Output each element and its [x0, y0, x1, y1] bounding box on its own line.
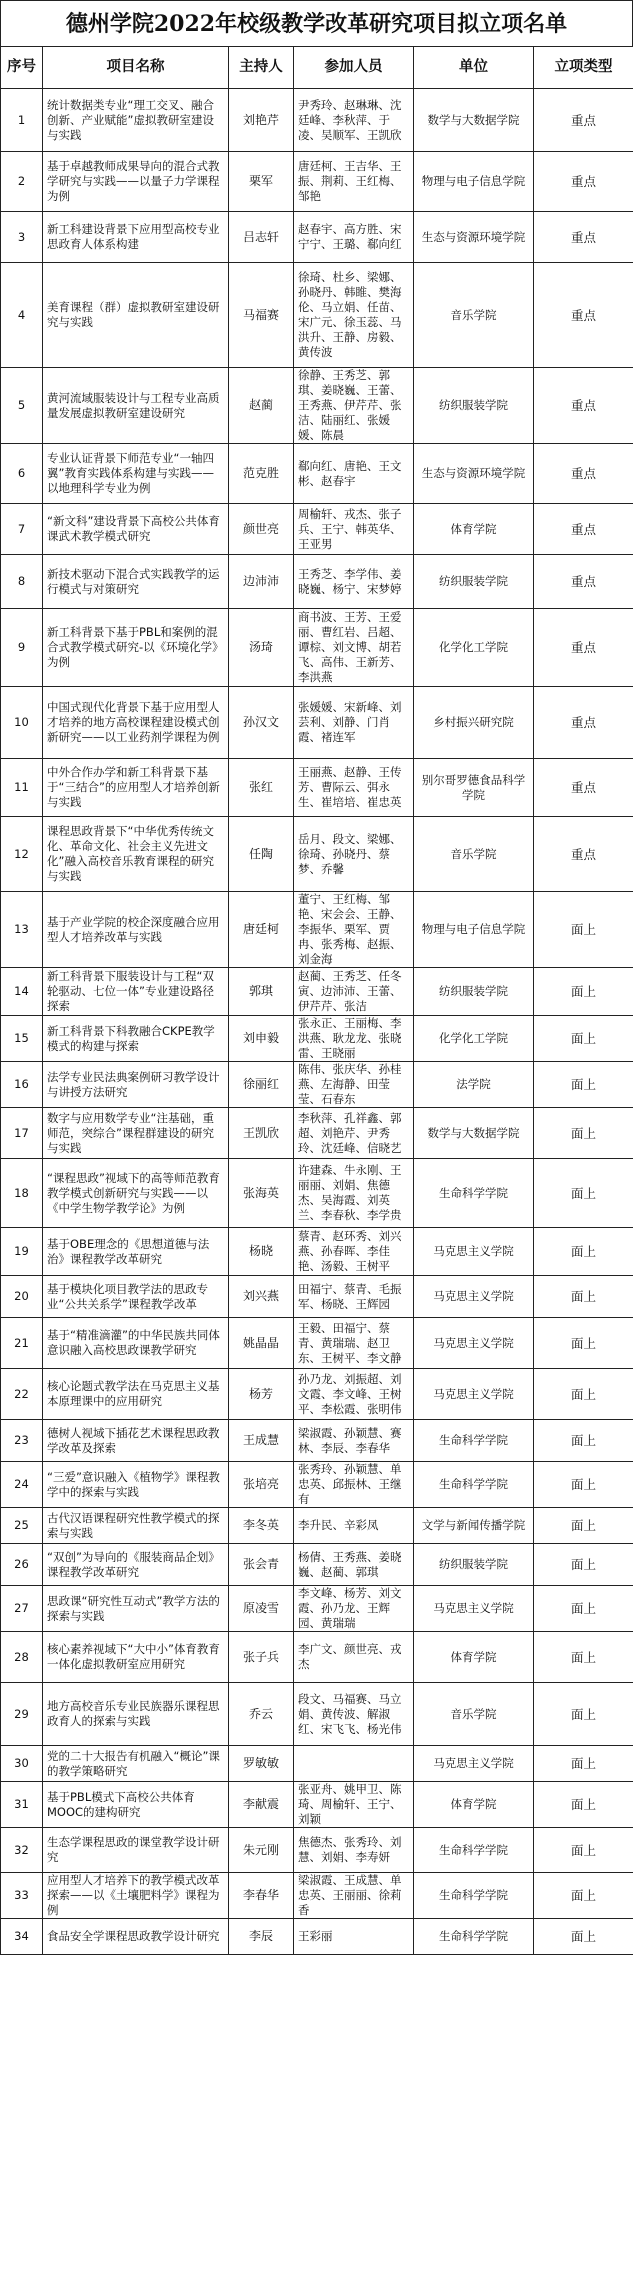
cell-unit: 体育学院	[414, 1782, 534, 1828]
cell-unit: 体育学院	[414, 1632, 534, 1683]
cell-project-name: 基于卓越教师成果导向的混合式教学研究与实践——以量子力学课程为例	[43, 152, 229, 212]
table-row	[1, 1586, 633, 1632]
cell-members: 赵春宇、高方胜、宋宁宁、王璐、郗向红	[294, 212, 414, 263]
cell-host: 刘艳芹	[229, 89, 294, 152]
cell-unit: 物理与电子信息学院	[414, 152, 534, 212]
cell-project-name: 新工科背景下基于PBL和案例的混合式教学模式研究-以《环境化学》为例	[43, 609, 229, 687]
cell-seq: 10	[1, 687, 43, 759]
cell-unit: 纺织服装学院	[414, 968, 534, 1016]
cell-type: 面上	[534, 1420, 633, 1462]
cell-type: 面上	[534, 1228, 633, 1276]
cell-host: 张会青	[229, 1544, 294, 1586]
cell-seq: 15	[1, 1016, 43, 1062]
table-row	[1, 687, 633, 759]
cell-seq: 19	[1, 1228, 43, 1276]
cell-project-name: 古代汉语课程研究性教学模式的探索与实践	[43, 1508, 229, 1544]
cell-project-name: 应用型人才培养下的教学模式改革探索——以《土壤肥料学》课程为例	[43, 1873, 229, 1919]
table-row	[1, 89, 633, 152]
cell-host: 王凯欣	[229, 1108, 294, 1159]
table-row	[1, 1062, 633, 1108]
cell-seq: 13	[1, 892, 43, 968]
cell-seq: 33	[1, 1873, 43, 1919]
cell-type: 面上	[534, 1919, 633, 1955]
cell-host: 原凌雪	[229, 1586, 294, 1632]
cell-project-name: 核心论题式教学法在马克思主义基本原理课中的应用研究	[43, 1369, 229, 1420]
cell-unit: 乡村振兴研究院	[414, 687, 534, 759]
cell-host: 张海英	[229, 1159, 294, 1228]
table-row	[1, 1632, 633, 1683]
cell-host: 李辰	[229, 1919, 294, 1955]
cell-project-name: 德树人视域下插花艺术课程思政教学改革及探索	[43, 1420, 229, 1462]
cell-type: 面上	[534, 1632, 633, 1683]
cell-seq: 24	[1, 1462, 43, 1508]
cell-type: 面上	[534, 1828, 633, 1873]
cell-project-name: 数字与应用数学专业“注基础，重师范，突综合”课程群建设的研究与实践	[43, 1108, 229, 1159]
cell-members: 陈伟、张庆华、孙桂燕、左海静、田莹莹、石春东	[294, 1062, 414, 1108]
cell-project-name: 新工科背景下科教融合CKPE教学模式的构建与探索	[43, 1016, 229, 1062]
cell-seq: 34	[1, 1919, 43, 1955]
table-row	[1, 504, 633, 555]
cell-type: 面上	[534, 1746, 633, 1782]
table-row	[1, 1544, 633, 1586]
cell-project-name: 中外合作办学和新工科背景下基于“三结合”的应用型人才培养创新与实践	[43, 759, 229, 817]
cell-host: 马福赛	[229, 263, 294, 368]
cell-project-name: 法学专业民法典案例研习教学设计与讲授方法研究	[43, 1062, 229, 1108]
cell-type: 面上	[534, 1782, 633, 1828]
cell-seq: 11	[1, 759, 43, 817]
cell-seq: 14	[1, 968, 43, 1016]
cell-project-name: 食品安全学课程思政教学设计研究	[43, 1919, 229, 1955]
cell-unit: 文学与新闻传播学院	[414, 1508, 534, 1544]
table-row	[1, 1420, 633, 1462]
cell-unit: 马克思主义学院	[414, 1369, 534, 1420]
cell-host: 罗敏敏	[229, 1746, 294, 1782]
cell-project-name: 课程思政背景下“中华优秀传统文化、革命文化、社会主义先进文化”融入高校音乐教育课程的研究与实践	[43, 817, 229, 892]
cell-members: 商书波、王芳、王爱丽、曹红岩、吕超、谭棕、刘文博、胡若飞、高伟、王新芳、李洪燕	[294, 609, 414, 687]
cell-type: 重点	[534, 555, 633, 609]
cell-unit: 马克思主义学院	[414, 1228, 534, 1276]
cell-project-name: “新文科”建设背景下高校公共体育课武术教学模式研究	[43, 504, 229, 555]
cell-project-name: 美育课程（群）虚拟教研室建设研究与实践	[43, 263, 229, 368]
cell-seq: 3	[1, 212, 43, 263]
header-unit: 单位	[414, 47, 534, 89]
cell-seq: 1	[1, 89, 43, 152]
cell-host: 刘兴燕	[229, 1276, 294, 1318]
table-row	[1, 1108, 633, 1159]
cell-host: 任陶	[229, 817, 294, 892]
cell-project-name: 基于产业学院的校企深度融合应用型人才培养改革与实践	[43, 892, 229, 968]
table-row	[1, 1462, 633, 1508]
cell-members: 岳月、段文、梁娜、徐琦、孙晓丹、蔡梦、乔馨	[294, 817, 414, 892]
cell-type: 重点	[534, 759, 633, 817]
table-row	[1, 609, 633, 687]
cell-project-name: 统计数据类专业“理工交叉、融合创新、产业赋能”虚拟教研室建设与实践	[43, 89, 229, 152]
cell-unit: 生命科学学院	[414, 1462, 534, 1508]
cell-unit: 马克思主义学院	[414, 1318, 534, 1369]
cell-host: 李献震	[229, 1782, 294, 1828]
cell-host: 姚晶晶	[229, 1318, 294, 1369]
cell-unit: 音乐学院	[414, 817, 534, 892]
cell-type: 重点	[534, 687, 633, 759]
cell-unit: 体育学院	[414, 504, 534, 555]
table-row	[1, 444, 633, 504]
cell-host: 张红	[229, 759, 294, 817]
cell-unit: 生命科学学院	[414, 1919, 534, 1955]
cell-type: 重点	[534, 817, 633, 892]
cell-host: 栗军	[229, 152, 294, 212]
cell-seq: 20	[1, 1276, 43, 1318]
cell-host: 张培亮	[229, 1462, 294, 1508]
cell-host: 孙汉文	[229, 687, 294, 759]
cell-unit: 马克思主义学院	[414, 1276, 534, 1318]
table-row	[1, 892, 633, 968]
cell-project-name: 地方高校音乐专业民族器乐课程思政育人的探索与实践	[43, 1683, 229, 1746]
cell-unit: 化学化工学院	[414, 1016, 534, 1062]
cell-members: 焦德杰、张秀玲、刘慧、刘娟、李寿妍	[294, 1828, 414, 1873]
cell-seq: 9	[1, 609, 43, 687]
table-row	[1, 759, 633, 817]
cell-host: 郭琪	[229, 968, 294, 1016]
cell-members: 李秋萍、孔祥鑫、郭超、刘艳芹、尹秀玲、沈廷峰、信晓艺	[294, 1108, 414, 1159]
cell-unit: 纺织服装学院	[414, 555, 534, 609]
cell-project-name: “双创”为导向的《服装商品企划》课程教学改革研究	[43, 1544, 229, 1586]
cell-project-name: 思政课“研究性互动式”教学方法的探索与实践	[43, 1586, 229, 1632]
cell-type: 面上	[534, 1873, 633, 1919]
cell-seq: 21	[1, 1318, 43, 1369]
cell-seq: 26	[1, 1544, 43, 1586]
table-row	[1, 263, 633, 368]
cell-members: 李升民、辛彩凤	[294, 1508, 414, 1544]
cell-members: 郗向红、唐艳、王文彬、赵春宇	[294, 444, 414, 504]
cell-unit: 数学与大数据学院	[414, 1108, 534, 1159]
cell-unit: 马克思主义学院	[414, 1586, 534, 1632]
cell-host: 边沛沛	[229, 555, 294, 609]
table-row	[1, 368, 633, 444]
header-members: 参加人员	[294, 47, 414, 89]
cell-host: 杨晓	[229, 1228, 294, 1276]
cell-members: 尹秀玲、赵琳琳、沈廷峰、李秋萍、于凌、吴顺军、王凯欣	[294, 89, 414, 152]
header-type: 立项类型	[534, 47, 633, 89]
cell-host: 乔云	[229, 1683, 294, 1746]
cell-host: 张子兵	[229, 1632, 294, 1683]
cell-unit: 音乐学院	[414, 263, 534, 368]
cell-unit: 生命科学学院	[414, 1873, 534, 1919]
table-row	[1, 1683, 633, 1746]
table-row	[1, 1159, 633, 1228]
cell-seq: 17	[1, 1108, 43, 1159]
cell-type: 面上	[534, 1016, 633, 1062]
cell-unit: 生态与资源环境学院	[414, 444, 534, 504]
table-row	[1, 212, 633, 263]
cell-project-name: 基于“精准滴灌”的中华民族共同体意识融入高校思政课教学研究	[43, 1318, 229, 1369]
cell-project-name: 基于OBE理念的《思想道德与法治》课程教学改革研究	[43, 1228, 229, 1276]
cell-members: 张秀玲、孙颖慧、单忠英、邱振林、王继有	[294, 1462, 414, 1508]
cell-members: 王毅、田福宁、蔡青、黄瑞瑞、赵卫东、王树平、李文静	[294, 1318, 414, 1369]
cell-host: 范克胜	[229, 444, 294, 504]
table-row	[1, 152, 633, 212]
cell-project-name: 基于PBL模式下高校公共体育MOOC的建构研究	[43, 1782, 229, 1828]
cell-members: 王秀芝、李学伟、姜晓巍、杨宁、宋梦婷	[294, 555, 414, 609]
cell-seq: 2	[1, 152, 43, 212]
cell-seq: 27	[1, 1586, 43, 1632]
table-row	[1, 1369, 633, 1420]
cell-members: 田福宁、蔡青、毛振军、杨晓、王辉园	[294, 1276, 414, 1318]
cell-project-name: 专业认证背景下师范专业“一轴四翼”教育实践体系构建与实践——以地理科学专业为例	[43, 444, 229, 504]
cell-members: 徐静、王秀芝、郭琪、姜晓巍、王蕾、王秀燕、伊芹芹、张洁、陆丽红、张媛媛、陈晨	[294, 368, 414, 444]
cell-members: 王丽燕、赵静、王传芳、曹际云、弭永生、崔培培、崔忠英	[294, 759, 414, 817]
cell-host: 李冬英	[229, 1508, 294, 1544]
cell-type: 面上	[534, 968, 633, 1016]
table-row	[1, 1276, 633, 1318]
cell-seq: 32	[1, 1828, 43, 1873]
cell-seq: 8	[1, 555, 43, 609]
cell-members: 周榆轩、戎杰、张子兵、王宁、韩英华、王亚男	[294, 504, 414, 555]
cell-host: 朱元刚	[229, 1828, 294, 1873]
cell-host: 杨芳	[229, 1369, 294, 1420]
cell-members: 董宁、王红梅、邹艳、宋会会、王静、李振华、栗军、贾冉、张秀梅、赵振、刘金海	[294, 892, 414, 968]
cell-type: 面上	[534, 1683, 633, 1746]
cell-host: 吕志轩	[229, 212, 294, 263]
cell-type: 重点	[534, 263, 633, 368]
cell-unit: 生命科学学院	[414, 1828, 534, 1873]
cell-seq: 6	[1, 444, 43, 504]
cell-type: 面上	[534, 1108, 633, 1159]
cell-members: 孙乃龙、刘振超、刘文霞、李文峰、王树平、李松霞、张明伟	[294, 1369, 414, 1420]
cell-seq: 28	[1, 1632, 43, 1683]
cell-members: 许建森、牛永刚、王丽丽、刘娟、焦德杰、吴海霞、刘英兰、李春秋、李学贵	[294, 1159, 414, 1228]
cell-seq: 7	[1, 504, 43, 555]
cell-seq: 4	[1, 263, 43, 368]
cell-members: 赵蔺、王秀芝、任冬寅、边沛沛、王蕾、伊芹芹、张洁	[294, 968, 414, 1016]
table-row	[1, 1228, 633, 1276]
table-row	[1, 968, 633, 1016]
cell-type: 面上	[534, 1318, 633, 1369]
cell-type: 重点	[534, 444, 633, 504]
table-row	[1, 1508, 633, 1544]
cell-members: 段文、马福赛、马立娟、黄传波、解淑红、宋飞飞、杨光伟	[294, 1683, 414, 1746]
cell-type: 重点	[534, 89, 633, 152]
cell-unit: 法学院	[414, 1062, 534, 1108]
cell-seq: 18	[1, 1159, 43, 1228]
cell-host: 颜世亮	[229, 504, 294, 555]
table-row	[1, 1828, 633, 1873]
cell-seq: 23	[1, 1420, 43, 1462]
cell-seq: 30	[1, 1746, 43, 1782]
cell-unit: 生命科学学院	[414, 1159, 534, 1228]
cell-project-name: 新工科建设背景下应用型高校专业思政育人体系构建	[43, 212, 229, 263]
header-host: 主持人	[229, 47, 294, 89]
table-row	[1, 1873, 633, 1919]
cell-members: 李文峰、杨芳、刘文霞、孙乃龙、王辉园、黄瑞瑞	[294, 1586, 414, 1632]
cell-project-name: 核心素养视域下“大中小”体育教育一体化虚拟教研室应用研究	[43, 1632, 229, 1683]
header-row	[1, 47, 633, 89]
cell-project-name: 党的二十大报告有机融入“概论”课的教学策略研究	[43, 1746, 229, 1782]
cell-unit: 马克思主义学院	[414, 1746, 534, 1782]
cell-unit: 化学化工学院	[414, 609, 534, 687]
cell-project-name: 中国式现代化背景下基于应用型人才培养的地方高校课程建设模式创新研究——以工业药剂学课程为例	[43, 687, 229, 759]
document-title: 德州学院2022年校级教学改革研究项目拟立项名单	[0, 0, 633, 46]
table-row	[1, 555, 633, 609]
cell-unit: 生命科学学院	[414, 1420, 534, 1462]
cell-seq: 22	[1, 1369, 43, 1420]
cell-project-name: 黄河流域服装设计与工程专业高质量发展虚拟教研室建设研究	[43, 368, 229, 444]
cell-members: 王彩丽	[294, 1919, 414, 1955]
cell-unit: 音乐学院	[414, 1683, 534, 1746]
cell-seq: 5	[1, 368, 43, 444]
cell-host: 徐丽红	[229, 1062, 294, 1108]
cell-type: 面上	[534, 1159, 633, 1228]
cell-host: 王成慧	[229, 1420, 294, 1462]
cell-project-name: “三爱”意识融入《植物学》课程教学中的探索与实践	[43, 1462, 229, 1508]
cell-seq: 16	[1, 1062, 43, 1108]
cell-members: 唐廷柯、王吉华、王振、荆莉、王红梅、邹艳	[294, 152, 414, 212]
cell-type: 重点	[534, 152, 633, 212]
cell-unit: 物理与电子信息学院	[414, 892, 534, 968]
cell-project-name: 新工科背景下服装设计与工程“双轮驱动、七位一体”专业建设路径探索	[43, 968, 229, 1016]
cell-type: 重点	[534, 609, 633, 687]
cell-unit: 纺织服装学院	[414, 1544, 534, 1586]
cell-members: 蔡青、赵环秀、刘兴燕、孙春晖、李佳艳、汤毅、王树平	[294, 1228, 414, 1276]
cell-project-name: “课程思政”视域下的高等师范教育教学模式创新研究与实践——以《中学生物学教学论》为例	[43, 1159, 229, 1228]
cell-unit: 别尔哥罗德食品科学学院	[414, 759, 534, 817]
table-row	[1, 817, 633, 892]
cell-members	[294, 1746, 414, 1782]
cell-members: 张永正、王丽梅、李洪燕、耿龙龙、张晓雷、王晓丽	[294, 1016, 414, 1062]
cell-host: 汤琦	[229, 609, 294, 687]
cell-host: 李春华	[229, 1873, 294, 1919]
cell-project-name: 基于模块化项目教学法的思政专业“公共关系学”课程教学改革	[43, 1276, 229, 1318]
cell-type: 面上	[534, 1462, 633, 1508]
cell-type: 面上	[534, 1508, 633, 1544]
cell-seq: 25	[1, 1508, 43, 1544]
cell-members: 徐琦、杜乡、梁娜、孙晓丹、韩睢、樊海伦、马立娟、任苗、宋广元、徐玉蕊、马洪升、王静、房毅、黄传波	[294, 263, 414, 368]
cell-members: 梁淑霞、孙颖慧、赛林、李辰、李春华	[294, 1420, 414, 1462]
cell-project-name: 新技术驱动下混合式实践教学的运行模式与对策研究	[43, 555, 229, 609]
cell-type: 面上	[534, 892, 633, 968]
table-row	[1, 1919, 633, 1955]
cell-members: 张亚舟、姚甲卫、陈琦、周榆轩、王宁、刘颖	[294, 1782, 414, 1828]
cell-members: 李广文、颜世亮、戎杰	[294, 1632, 414, 1683]
cell-seq: 12	[1, 817, 43, 892]
cell-host: 赵蔺	[229, 368, 294, 444]
table-row	[1, 1318, 633, 1369]
table-row	[1, 1746, 633, 1782]
table-row	[1, 1782, 633, 1828]
cell-members: 梁淑霞、王成慧、单忠英、王丽丽、徐莉香	[294, 1873, 414, 1919]
cell-host: 刘申毅	[229, 1016, 294, 1062]
cell-seq: 29	[1, 1683, 43, 1746]
cell-project-name: 生态学课程思政的课堂教学设计研究	[43, 1828, 229, 1873]
cell-host: 唐廷柯	[229, 892, 294, 968]
cell-type: 面上	[534, 1586, 633, 1632]
table-row	[1, 1016, 633, 1062]
cell-type: 面上	[534, 1369, 633, 1420]
cell-unit: 数学与大数据学院	[414, 89, 534, 152]
cell-members: 杨倩、王秀燕、姜晓巍、赵蔺、郭琪	[294, 1544, 414, 1586]
cell-type: 重点	[534, 368, 633, 444]
project-table	[0, 46, 633, 1955]
header-seq: 序号	[1, 47, 43, 89]
cell-seq: 31	[1, 1782, 43, 1828]
cell-type: 重点	[534, 212, 633, 263]
cell-type: 面上	[534, 1062, 633, 1108]
cell-members: 张媛媛、宋新峰、刘芸利、刘静、门肖霞、褚连军	[294, 687, 414, 759]
cell-unit: 纺织服装学院	[414, 368, 534, 444]
header-name: 项目名称	[43, 47, 229, 89]
cell-type: 重点	[534, 504, 633, 555]
cell-type: 面上	[534, 1276, 633, 1318]
cell-type: 面上	[534, 1544, 633, 1586]
cell-unit: 生态与资源环境学院	[414, 212, 534, 263]
